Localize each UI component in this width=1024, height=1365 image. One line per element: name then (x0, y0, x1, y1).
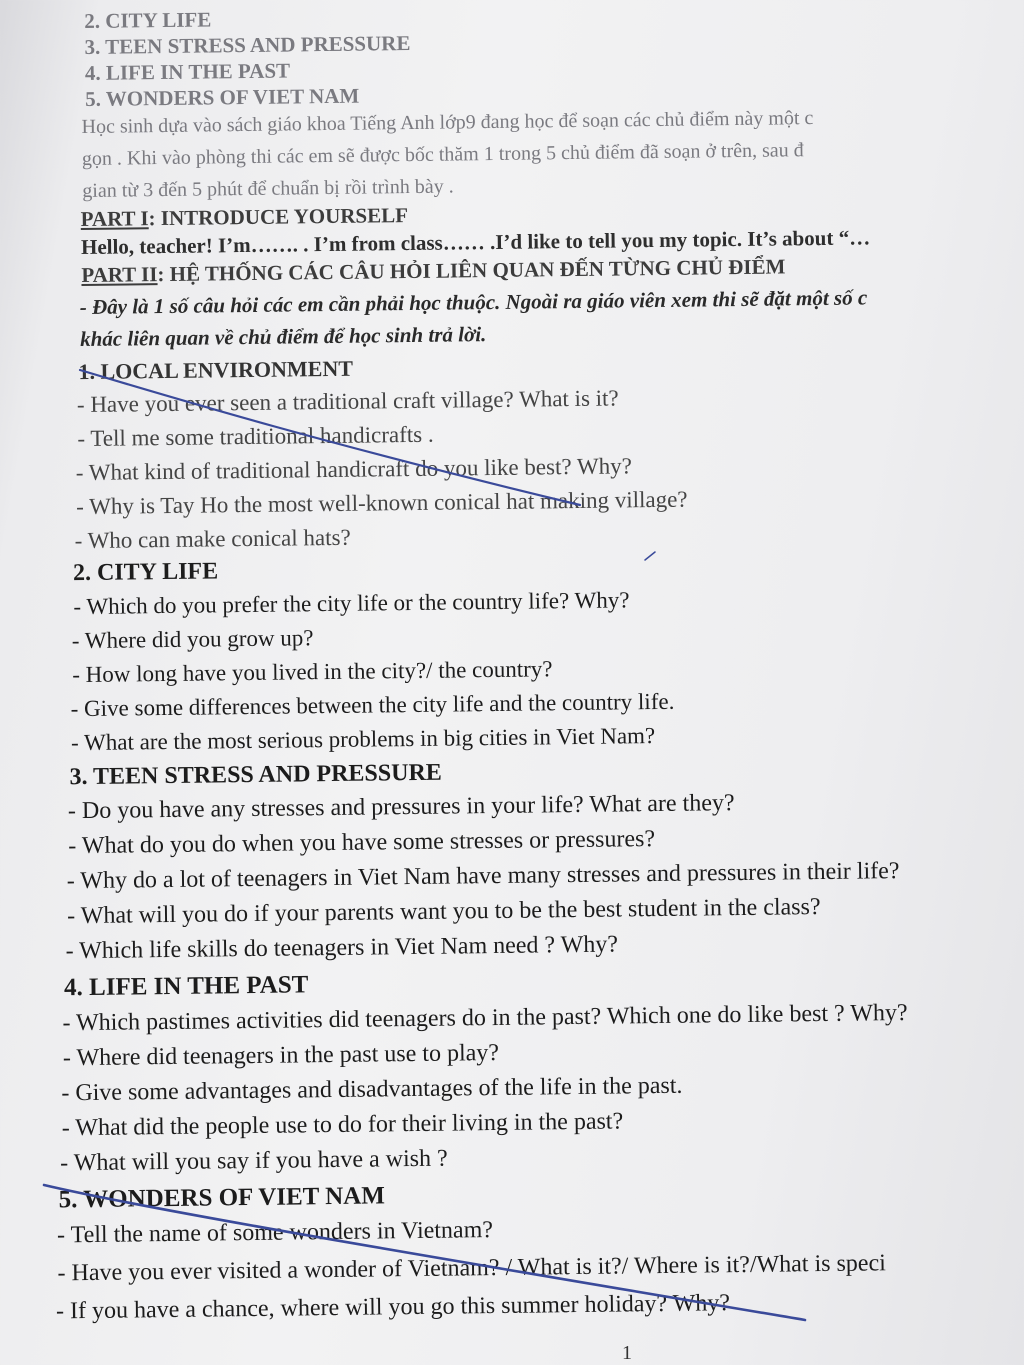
section-heading-local-environment: 1. LOCAL ENVIRONMENT (78, 355, 354, 385)
question-item: - What are the most serious problems in big cities in Viet Nam? (70, 723, 656, 756)
question-item: - Give some advantages and disadvantages of the life in the past. (61, 1072, 683, 1107)
question-item: - Where did you grow up? (71, 625, 314, 654)
question-item: - Which pastimes activities did teenagers do in the past? Which one do like best ? Why? (62, 999, 908, 1037)
question-item: - How long have you lived in the city?/ the country? (72, 656, 553, 688)
top-list-item: 2. CITY LIFE (84, 7, 212, 33)
question-item: - If you have a chance, where will you go this summer holiday? Why? (55, 1290, 731, 1325)
intro-text-line: gian từ 3 đến 5 phút để chuẩn bị rồi trình bày . (82, 175, 454, 203)
question-item: - Which do you prefer the city life or the country life? Why? (73, 587, 630, 620)
intro-text-line: Học sinh dựa vào sách giáo khoa Tiếng Anh lớp9 đang học để soạn các chủ điểm này một c (81, 107, 814, 139)
section-heading-teen-stress: 3. TEEN STRESS AND PRESSURE (69, 759, 442, 791)
section-heading-life-in-the-past: 4. LIFE IN THE PAST (63, 971, 309, 1002)
top-list-item: 3. TEEN STRESS AND PRESSURE (84, 30, 411, 59)
part-one-text: Hello, teacher! I’m……. . I’m from class…… .I’d like to tell you my topic. It’s about “… (80, 225, 871, 260)
question-item: - Tell the name of some wonders in Vietnam? (56, 1217, 494, 1249)
top-list-item: 5. WONDERS OF VIET NAM (85, 83, 360, 111)
part-one-title: : INTRODUCE YOURSELF (148, 203, 409, 231)
question-item: - What did the people use to do for their living in the past? (61, 1108, 624, 1142)
part-two-note-line: khác liên quan về chủ điểm để học sinh trả lời. (80, 322, 487, 352)
question-item: - Who can make conical hats? (74, 524, 351, 554)
page-number: 1 (622, 1342, 632, 1364)
question-item: - Why is Tay Ho the most well-known conical hat making village? (76, 486, 688, 520)
section-heading-wonders-of-viet-nam: 5. WONDERS OF VIET NAM (58, 1182, 386, 1214)
question-item: - Why do a lot of teenagers in Viet Nam have many stresses and pressures in their life? (66, 858, 900, 895)
question-item: - Where did teenagers in the past use to play? (62, 1039, 500, 1072)
question-item: - What will you do if your parents want you to be the best student in the class? (67, 894, 821, 930)
part-two-label: PART II (81, 262, 158, 288)
section-heading-city-life: 2. CITY LIFE (72, 558, 219, 587)
part-two-title: : HỆ THỐNG CÁC CÂU HỎI LIÊN QUAN ĐẾN TỪNG CHỦ ĐIỂM (157, 254, 786, 287)
question-item: - What will you say if you have a wish ? (60, 1145, 448, 1177)
part-two-note-line: - Đây là 1 số câu hỏi các em cần phải học thuộc. Ngoài ra giáo viên xem thi sẽ đặt một số c (79, 285, 868, 320)
question-item: - Tell me some traditional handicrafts . (77, 421, 434, 452)
top-list-item: 4. LIFE IN THE PAST (84, 58, 291, 85)
intro-text-line: gọn . Khi vào phòng thi các em sẽ được bốc thăm 1 trong 5 chủ điểm đã soạn ở trên, sau đ (81, 139, 804, 171)
part-two-heading (81, 256, 785, 286)
question-item: - What kind of traditional handicraft do you like best? Why? (75, 453, 633, 486)
question-item: - Have you ever visited a wonder of Vietnam? / What is it?/ Where is it?/What is speci (57, 1250, 886, 1287)
part-one-label: PART I (80, 206, 149, 232)
part-one-heading (81, 205, 409, 230)
question-item: - Have you ever seen a traditional craft village? What is it? (76, 385, 619, 418)
question-item: - Give some differences between the city life and the country life. (70, 688, 675, 722)
question-item: - Do you have any stresses and pressures in your life? What are they? (67, 790, 735, 825)
question-item: - What do you do when you have some stresses or pressures? (68, 826, 656, 860)
question-item: - Which life skills do teenagers in Viet Nam need ? Why? (65, 931, 619, 965)
